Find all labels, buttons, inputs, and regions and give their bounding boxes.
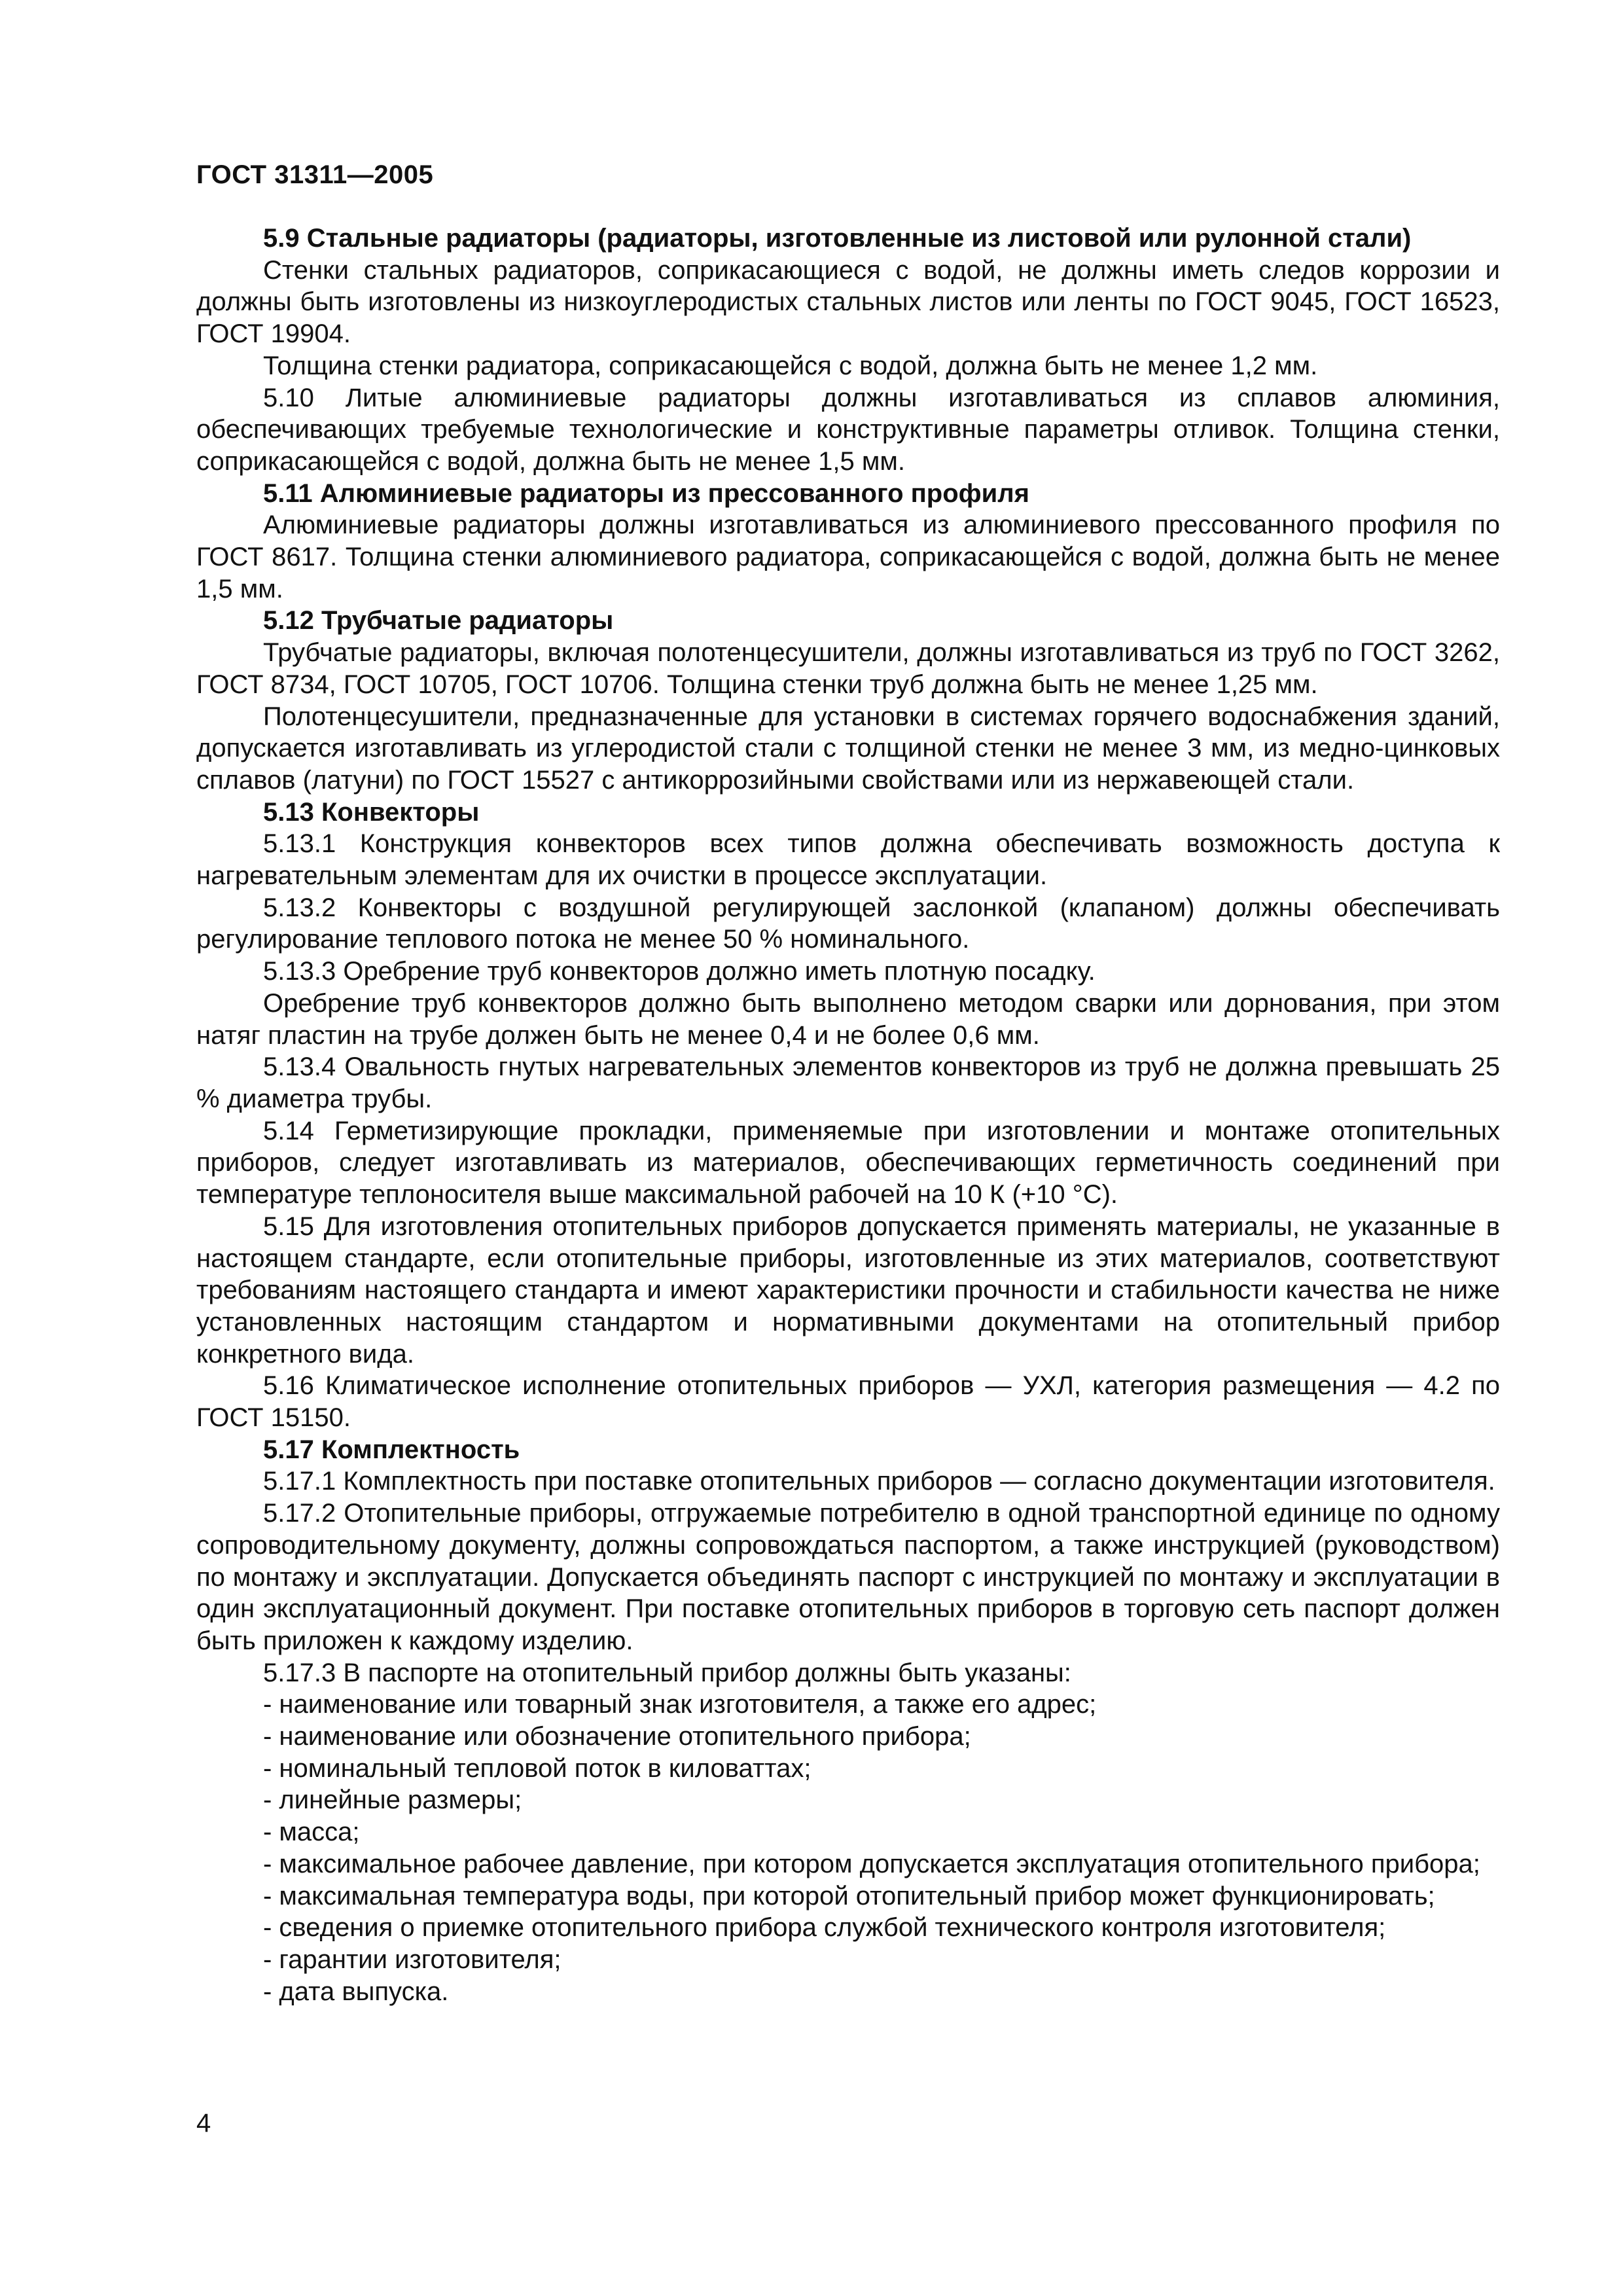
paragraph: Толщина стенки радиатора, соприкасающейся с водой, должна быть не менее 1,2 мм. (263, 351, 1318, 380)
paragraph: 5.15 Для изготовления отопительных приборов допускается применять материалы, не указанные в настоящем стандарте, если отопительные приборы, изготовленные из этих материалов, соответствуют требованиям настоящего стандарта и имеют характеристики прочности и стабильности качества не ниже установленных настоящим стандартом и нормативными документами на отопительный прибор конкретного вида. (196, 1211, 1500, 1369)
paragraph: 5.13.2 Конвекторы с воздушной регулирующей заслонкой (клапаном) должны обеспечивать регулирование теплового потока не менее 50 % номинального. (196, 893, 1500, 954)
section-heading: 5.13 Конвекторы (263, 797, 480, 827)
paragraph: 5.14 Герметизирующие прокладки, применяемые при изготовлении и монтаже отопительных приборов, следует изготавливать из материалов, обеспечивающих герметичность соединений при температуре теплоносителя выше максимальной рабочей на 10 К (+10 °С). (196, 1116, 1500, 1210)
paragraph: Стенки стальных радиаторов, соприкасающиеся с водой, не должны иметь следов коррозии и должны быть изготовлены из низкоуглеродистых стальных листов или ленты по ГОСТ 9045, ГОСТ 16523, ГОСТ 19904. (196, 255, 1500, 349)
paragraph: 5.10 Литые алюминиевые радиаторы должны изготавливаться из сплавов алюминия, обеспечивающих требуемые технологические и конструктивные параметры отливок. Толщина стенки, соприкасающейся с водой, должна быть не менее 1,5 мм. (196, 383, 1500, 476)
list-item: - максимальная температура воды, при которой отопительный прибор может функционировать; (263, 1881, 1435, 1910)
list-item: - номинальный тепловой поток в киловаттах; (263, 1753, 812, 1783)
page-number: 4 (196, 2109, 211, 2138)
list-item: - максимальное рабочее давление, при котором допускается эксплуатация отопительного прибора; (263, 1849, 1480, 1878)
list-item: - гарантии изготовителя; (263, 1945, 562, 1974)
paragraph: 5.17.3 В паспорте на отопительный прибор должны быть указаны: (263, 1658, 1071, 1687)
paragraph: 5.13.3 Оребрение труб конвекторов должно иметь плотную посадку. (263, 957, 1096, 986)
list-item: - наименование или обозначение отопительного прибора; (263, 1722, 971, 1751)
section-heading: 5.12 Трубчатые радиаторы (263, 606, 614, 636)
paragraph: 5.13.4 Овальность гнутых нагревательных элементов конвекторов из труб не должна превышать 25 % диаметра трубы. (196, 1052, 1500, 1113)
paragraph: 5.16 Климатическое исполнение отопительных приборов — УХЛ, категория размещения — 4.2 по ГОСТ 15150. (196, 1371, 1500, 1433)
list-item: - масса; (263, 1818, 360, 1847)
paragraph: Трубчатые радиаторы, включая полотенцесушители, должны изготавливаться из труб по ГОСТ 3262, ГОСТ 8734, ГОСТ 10705, ГОСТ 10706. Толщина стенки труб должна быть не менее 1,25 мм. (196, 638, 1500, 699)
standard-code-header: ГОСТ 31311—2005 (196, 160, 434, 189)
section-heading: 5.9 Стальные радиаторы (радиаторы, изготовленные из листовой или рулонной стали) (263, 224, 1412, 253)
paragraph: 5.17.1 Комплектность при поставке отопительных приборов — согласно документации изготовителя. (263, 1467, 1495, 1496)
list-item: - наименование или товарный знак изготовителя, а также его адрес; (263, 1690, 1097, 1719)
list-item: - дата выпуска. (263, 1977, 449, 2006)
list-item: - линейные размеры; (263, 1785, 522, 1815)
paragraph: 5.17.2 Отопительные приборы, отгружаемые потребителю в одной транспортной единице по одному сопроводительному документу, должны сопровождаться паспортом, а также инструкцией (руководством) по монтажу и эксплуатации. Допускается объединять паспорт с инструкцией по монтажу и эксплуатации в один эксплуатационный документ. При поставке отопительных приборов в торговую сеть паспорт должен быть приложен к каждому изделию. (196, 1499, 1500, 1655)
section-heading: 5.11 Алюминиевые радиаторы из прессованного профиля (263, 478, 1030, 508)
paragraph: Оребрение труб конвекторов должно быть выполнено методом сварки или дорнования, при этом натяг пластин на трубе должен быть не менее 0,4 и не более 0,6 мм. (196, 988, 1500, 1050)
paragraph: 5.13.1 Конструкция конвекторов всех типов должна обеспечивать возможность доступа к нагревательным элементам для их очистки в процессе эксплуатации. (196, 829, 1500, 891)
document-body (196, 223, 1500, 2007)
paragraph: Полотенцесушители, предназначенные для установки в системах горячего водоснабжения зданий, допускается изготавливать из углеродистой стали с толщиной стенки не менее 3 мм, из медно-цинковых сплавов (латуни) по ГОСТ 15527 с антикоррозийными свойствами или из нержавеющей стали. (196, 702, 1500, 795)
list-item: - сведения о приемке отопительного прибора службой технического контроля изготовителя; (263, 1913, 1386, 1943)
paragraph: Алюминиевые радиаторы должны изготавливаться из алюминиевого прессованного профиля по ГОСТ 8617. Толщина стенки алюминиевого радиатора, соприкасающейся с водой, должна быть не менее 1,5 мм. (196, 511, 1500, 603)
section-heading: 5.17 Комплектность (263, 1435, 520, 1464)
